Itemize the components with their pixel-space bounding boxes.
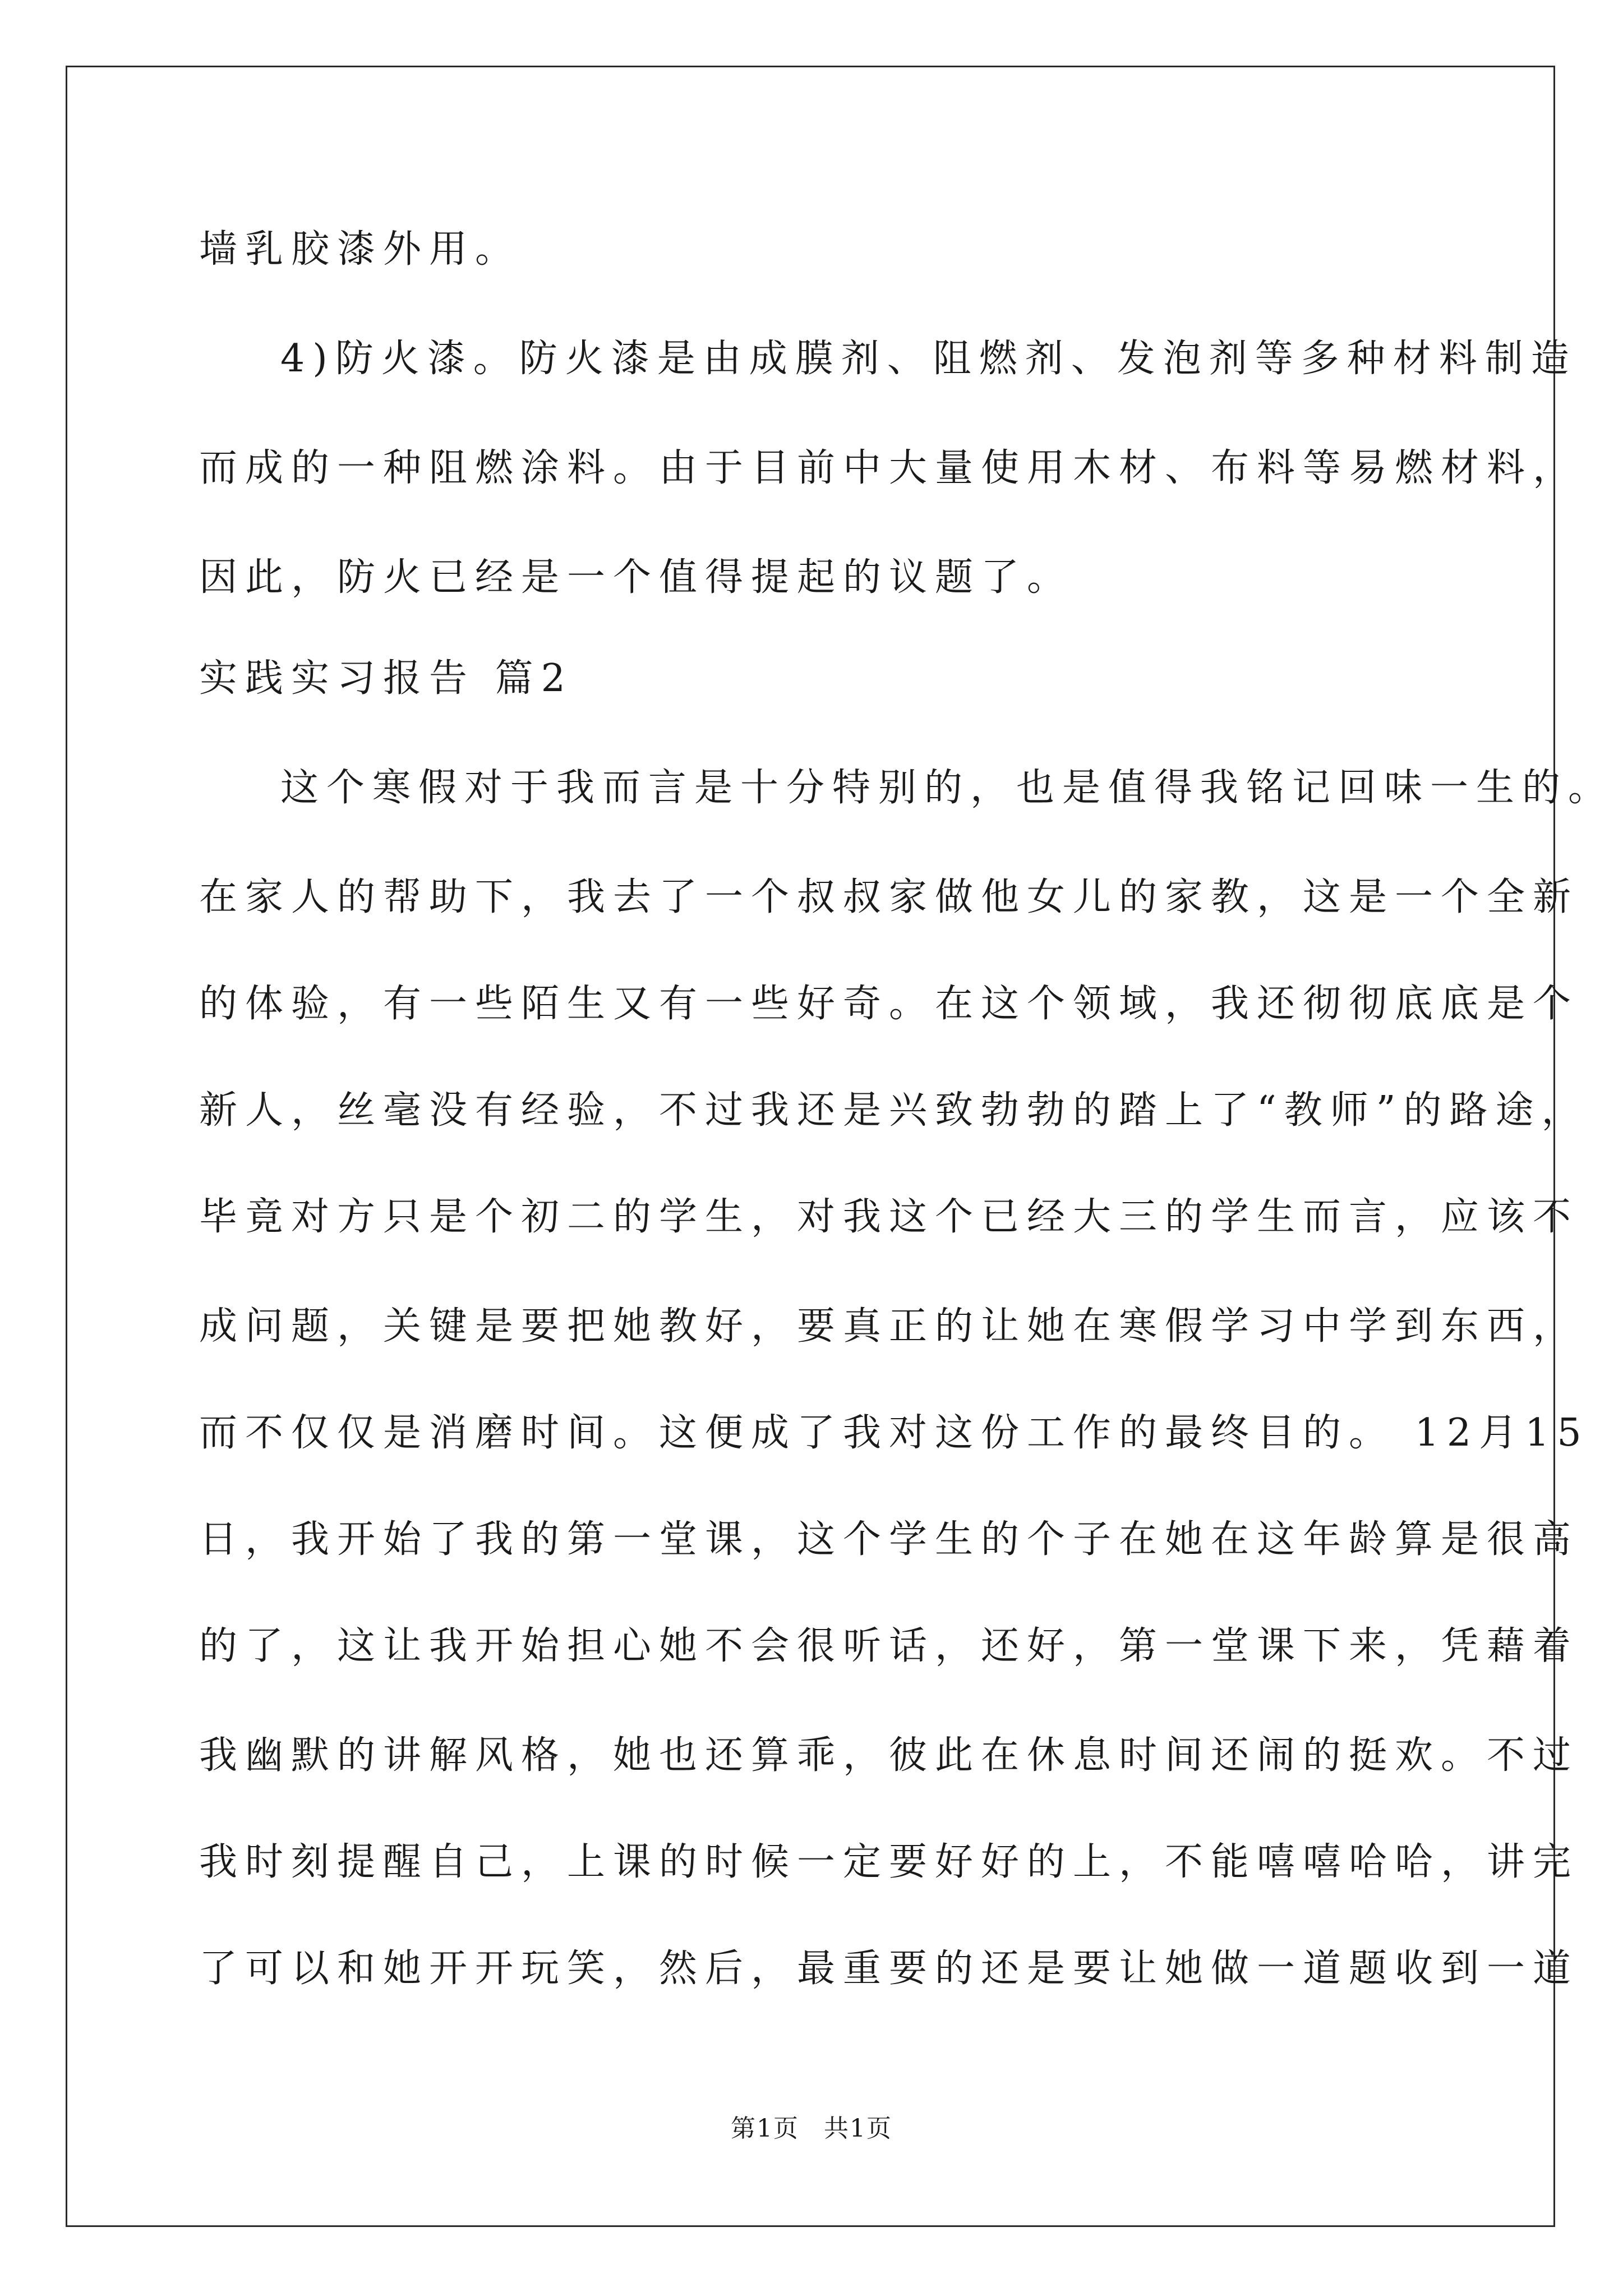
paragraph-line: 而成的一种阻燃涂料。由于目前中大量使用木材、布料等易燃材料， <box>199 446 1579 490</box>
paragraph-line: 墙乳胶漆外用。 <box>199 227 522 272</box>
section-heading: 实践实习报告 篇2 <box>199 656 573 701</box>
page-border <box>66 66 1555 2227</box>
paragraph-line: 这个寒假对于我而言是十分特别的，也是值得我铭记回味一生的。 <box>280 766 1615 810</box>
paragraph-line: 的了，这让我开始担心她不会很听话，还好，第一堂课下来，凭藉着 <box>199 1624 1579 1668</box>
paragraph-line: 日，我开始了我的第一堂课，这个学生的个子在她在这年龄算是很高 <box>199 1517 1579 1562</box>
paragraph-line: 了可以和她开开玩笑，然后，最重要的还是要让她做一道题收到一道 <box>199 1947 1579 1991</box>
paragraph-line: 我时刻提醒自己，上课的时候一定要好好的上，不能嘻嘻哈哈，讲完 <box>199 1840 1579 1884</box>
page-number: 第1页 <box>731 2114 799 2143</box>
paragraph-line: 我幽默的讲解风格，她也还算乖，彼此在休息时间还闹的挺欢。不过 <box>199 1733 1579 1778</box>
paragraph-line: 在家人的帮助下，我去了一个叔叔家做他女儿的家教，这是一个全新 <box>199 875 1579 919</box>
paragraph-line: 成问题，关键是要把她教好，要真正的让她在寒假学习中学到东西， <box>199 1304 1579 1349</box>
page-total: 共1页 <box>824 2114 892 2143</box>
page-footer <box>0 2112 1623 2146</box>
paragraph-line: 因此，防火已经是一个值得提起的议题了。 <box>199 555 1073 600</box>
paragraph-line: 4)防火漆。防火漆是由成膜剂、阻燃剂、发泡剂等多种材料制造 <box>280 337 1577 381</box>
paragraph-line: 新人，丝毫没有经验，不过我还是兴致勃勃的踏上了“教师”的路途， <box>199 1088 1588 1133</box>
paragraph-line: 的体验，有一些陌生又有一些好奇。在这个领域，我还彻彻底底是个 <box>199 982 1579 1026</box>
paragraph-line: 而不仅仅是消磨时间。这便成了我对这份工作的最终目的。 12月15 <box>199 1411 1589 1455</box>
paragraph-line: 毕竟对方只是个初二的学生，对我这个已经大三的学生而言，应该不 <box>199 1195 1579 1239</box>
